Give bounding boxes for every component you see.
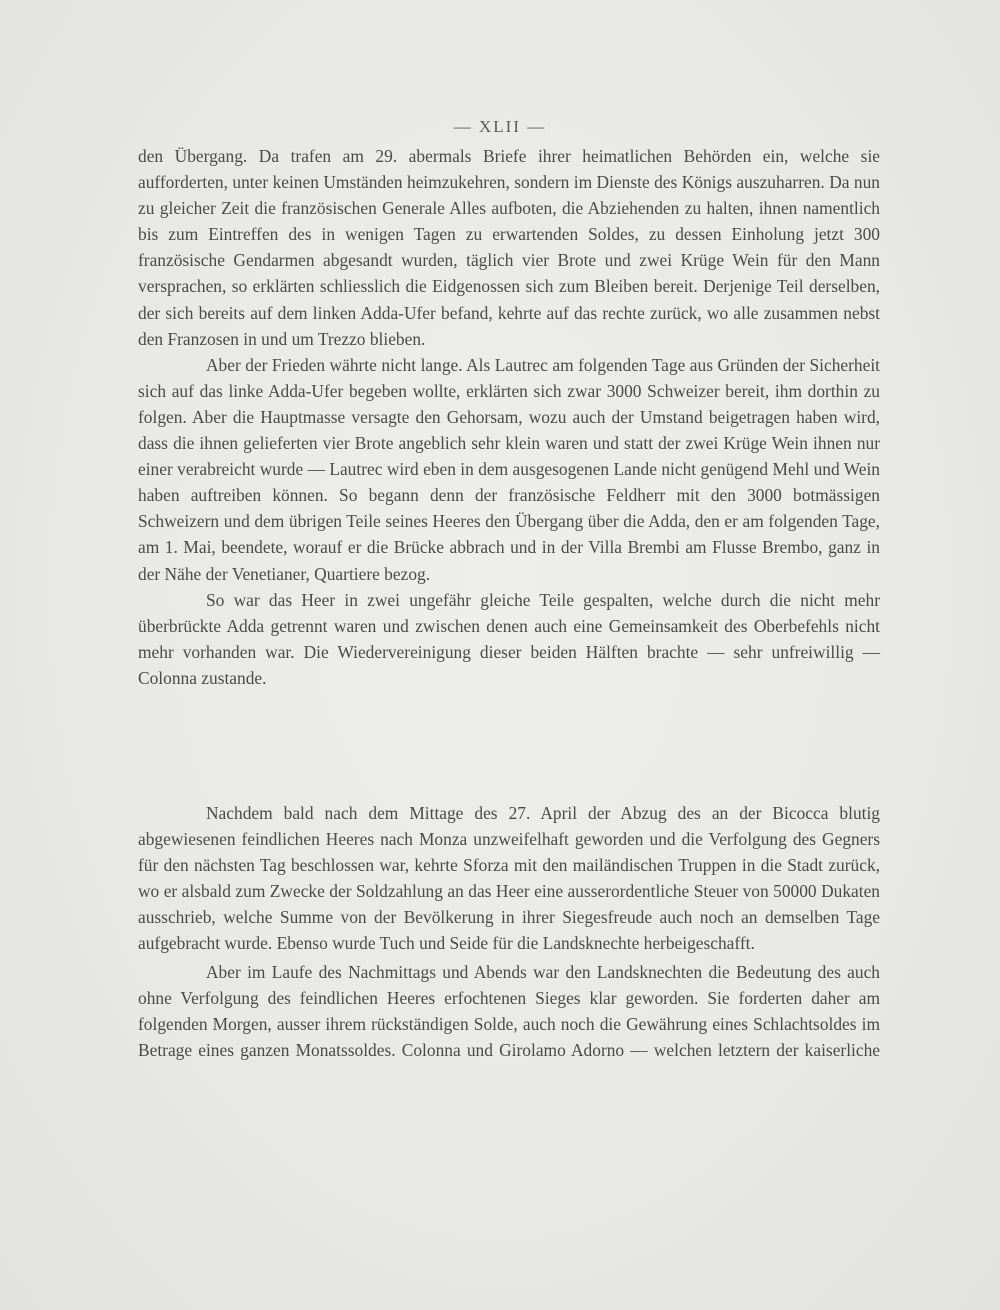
paragraph: Aber der Frieden währte nicht lange. Als Lautrec am folgenden Tage aus Gründen der Sicherheit sich auf das linke Adda-Ufer begeben wollte, erklärten sich zwar 3000 Schweizer bereit, ihm dorthin zu folgen. Aber die Hauptmasse versagte den Gehorsam, wozu auch der Umstand beigetragen haben wird, dass die ihnen gelieferten vier Brote angeblich sehr klein waren und statt der zwei Krüge Wein ihnen nur einer verabreicht wurde — Lautrec wird eben in dem ausgesogenen Lande nicht genügend Mehl und Wein haben auftreiben können. So begann denn der französische Feldherr mit den 3000 botmässigen Schweizern und dem übrigen Teile seines Heeres den Übergang über die Adda, den er am folgenden Tage, am 1. Mai, beendete, worauf er die Brücke abbrach und in der Villa Brembi am Flusse Brembo, ganz in der Nähe der Venetianer, Quartiere bezog.: [138, 354, 880, 584]
paragraph: So war das Heer in zwei ungefähr gleiche Teile gespalten, welche durch die nicht mehr überbrückte Adda getrennt waren und zwischen denen auch eine Gemeinsamkeit des Oberbefehls nicht mehr vorhanden war. Die Wiedervereinigung dieser beiden Hälften brachte — sehr unfreiwillig — Colonna zustande.: [138, 589, 880, 688]
paragraph: Nachdem bald nach dem Mittage des 27. April der Abzug des an der Bicocca blutig abgewiesenen feindlichen Heeres nach Monza unzweifelhaft geworden und die Verfolgung des Gegners für den nächsten Tag beschlossen war, kehrte Sforza mit den mailändischen Truppen in die Stadt zurück, wo er alsbald zum Zwecke der Soldzahlung an das Heer eine ausserordentliche Steuer von 50000 Dukaten ausschrieb, welche Summe von der Bevölkerung in ihrer Siegesfreude auch noch an demselben Tage aufgebracht wurde. Ebenso wurde Tuch und Seide für die Landsknechte herbeigeschafft.: [138, 803, 880, 954]
page-number: — XLII —: [453, 117, 547, 136]
text-section-1: [138, 143, 880, 691]
text-section-2: [138, 800, 880, 1063]
paragraph: den Übergang. Da trafen am 29. abermals Briefe ihrer heimatlichen Behörden ein, welche sie aufforderten, unter keinen Umständen heimzukehren, sondern im Dienste des Königs auszuharren. Da nun zu gleicher Zeit die französischen Generale Alles aufboten, die Abziehenden zu halten, ihnen namentlich bis zum Eintreffen des in wenigen Tagen zu erwartenden Soldes, zu dessen Einholung jetzt 300 französische Gendarmen abgesandt wurden, täglich vier Brote und zwei Krüge Wein für den Mann versprachen, so erklärten schliesslich die Eidgenossen sich zum Bleiben bereit. Derjenige Teil derselben, der sich bereits auf dem linken Adda-Ufer befand, kehrte auf das rechte zurück, wo alle zusammen nebst den Franzosen in und um Trezzo blieben.: [138, 146, 880, 349]
paragraph: Aber im Laufe des Nachmittags und Abends war den Landsknechten die Bedeutung des auch ohne Verfolgung des feindlichen Heeres erfochtenen Sieges klar geworden. Sie forderten daher am folgenden Morgen, ausser ihrem rückständigen Solde, auch noch die Gewährung eines Schlachtsoldes im Betrage eines ganzen Monatssoldes. Colonna und Girolamo Adorno — welchen letztern der kaiserliche: [138, 961, 880, 1060]
